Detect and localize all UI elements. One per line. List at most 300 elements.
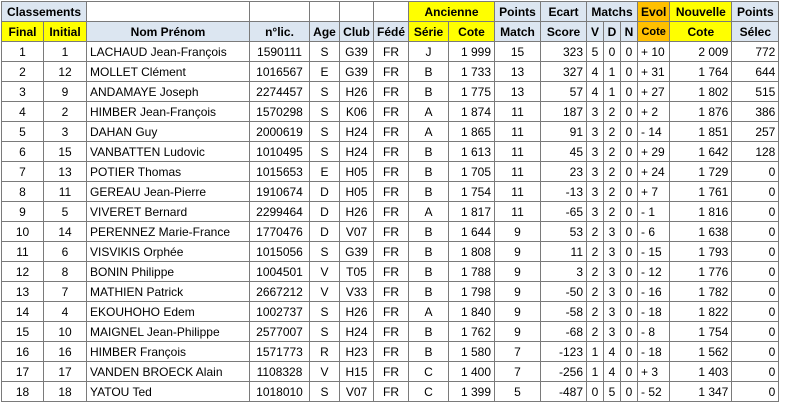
cell-serie: C [409,382,449,402]
cell-club: V07 [340,382,374,402]
cell-fede: FR [374,42,409,62]
cell-cote: 1 788 [449,262,495,282]
cell-evol: - 6 [638,222,670,242]
cell-fede: FR [374,362,409,382]
cell-selec: 257 [732,122,779,142]
cell-name: DAHAN Guy [87,122,250,142]
cell-final: 5 [2,122,44,142]
cell-n: 0 [621,162,638,182]
cell-fede: FR [374,382,409,402]
cell-name: VISVIKIS Orphée [87,242,250,262]
cell-evol: - 14 [638,122,670,142]
cell-club: H26 [340,202,374,222]
cell-name: HIMBER Jean-François [87,102,250,122]
cell-d: 2 [604,102,621,122]
header-cote: Cote [449,22,495,42]
cell-v: 2 [587,242,604,262]
cell-lic: 2274457 [250,82,310,102]
cell-new-cote: 1 793 [670,242,732,262]
cell-evol: - 8 [638,322,670,342]
cell-new-cote: 1 816 [670,202,732,222]
cell-d: 5 [604,382,621,402]
cell-evol: + 3 [638,362,670,382]
header-blank-2 [250,2,310,22]
table-row [2,42,779,62]
cell-evol: - 16 [638,282,670,302]
table-row [2,142,779,162]
cell-serie: B [409,62,449,82]
cell-fede: FR [374,202,409,222]
cell-n: 0 [621,282,638,302]
cell-points: 11 [495,142,541,162]
cell-points: 9 [495,322,541,342]
cell-cote: 1 865 [449,122,495,142]
cell-cote: 1 613 [449,142,495,162]
cell-cote: 1 399 [449,382,495,402]
cell-d: 4 [604,362,621,382]
cell-ecart: 323 [541,42,587,62]
cell-lic: 1015653 [250,162,310,182]
table-row [2,302,779,322]
cell-cote: 1 644 [449,222,495,242]
cell-points: 13 [495,82,541,102]
table-row [2,362,779,382]
cell-ecart: 45 [541,142,587,162]
cell-new-cote: 1 642 [670,142,732,162]
cell-final: 15 [2,322,44,342]
cell-v: 2 [587,262,604,282]
cell-n: 0 [621,122,638,142]
cell-points: 11 [495,162,541,182]
cell-final: 17 [2,362,44,382]
cell-ecart: -123 [541,342,587,362]
cell-v: 2 [587,322,604,342]
cell-d: 2 [604,122,621,142]
cell-name: ANDAMAYE Joseph [87,82,250,102]
cell-lic: 1590111 [250,42,310,62]
cell-v: 3 [587,182,604,202]
cell-ecart: 57 [541,82,587,102]
cell-lic: 1004501 [250,262,310,282]
cell-final: 11 [2,242,44,262]
cell-age: S [310,102,340,122]
cell-fede: FR [374,302,409,322]
table-row [2,282,779,302]
cell-ecart: -68 [541,322,587,342]
header-selec: Sélec [732,22,779,42]
header-n: N [621,22,638,42]
cell-new-cote: 1 802 [670,82,732,102]
cell-selec: 515 [732,82,779,102]
cell-fede: FR [374,102,409,122]
cell-selec: 0 [732,382,779,402]
cell-initial: 11 [44,182,87,202]
cell-final: 16 [2,342,44,362]
cell-cote: 1 400 [449,362,495,382]
cell-n: 0 [621,302,638,322]
cell-ecart: 53 [541,222,587,242]
cell-d: 2 [604,202,621,222]
cell-cote: 1 754 [449,182,495,202]
cell-selec: 386 [732,102,779,122]
cell-age: R [310,342,340,362]
header-blank-4 [340,2,374,22]
cell-fede: FR [374,182,409,202]
cell-club: G39 [340,42,374,62]
cell-club: H26 [340,302,374,322]
cell-evol: - 18 [638,302,670,322]
cell-club: H24 [340,322,374,342]
cell-fede: FR [374,62,409,82]
table-row [2,62,779,82]
cell-n: 0 [621,342,638,362]
cell-ecart: 23 [541,162,587,182]
header-nom-prenom: Nom Prénom [87,22,250,42]
cell-serie: B [409,242,449,262]
cell-new-cote: 1 754 [670,322,732,342]
cell-initial: 17 [44,362,87,382]
header-ecart: Ecart [541,2,587,22]
cell-points: 9 [495,282,541,302]
cell-cote: 1 874 [449,102,495,122]
cell-club: G39 [340,62,374,82]
cell-d: 3 [604,222,621,242]
cell-club: H05 [340,162,374,182]
cell-age: D [310,222,340,242]
cell-points: 11 [495,102,541,122]
header-age: Age [310,22,340,42]
cell-age: S [310,42,340,62]
cell-selec: 0 [732,242,779,262]
cell-club: G39 [340,242,374,262]
cell-v: 0 [587,382,604,402]
cell-serie: B [409,262,449,282]
cell-ecart: -13 [541,182,587,202]
cell-initial: 2 [44,102,87,122]
header-evol-cote: Cote [638,22,670,42]
table-row [2,182,779,202]
cell-d: 3 [604,282,621,302]
table-row [2,162,779,182]
cell-d: 0 [604,42,621,62]
cell-serie: B [409,162,449,182]
cell-ecart: 187 [541,102,587,122]
cell-ecart: -256 [541,362,587,382]
table-row [2,122,779,142]
cell-ecart: 3 [541,262,587,282]
cell-initial: 5 [44,202,87,222]
cell-new-cote: 1 782 [670,282,732,302]
cell-final: 14 [2,302,44,322]
cell-n: 0 [621,102,638,122]
header-final: Final [2,22,44,42]
cell-new-cote: 1 876 [670,102,732,122]
cell-serie: A [409,202,449,222]
cell-fede: FR [374,282,409,302]
cell-d: 2 [604,182,621,202]
cell-name: YATOU Ted [87,382,250,402]
cell-name: VIVERET Bernard [87,202,250,222]
cell-fede: FR [374,162,409,182]
header-fede: Fédé [374,22,409,42]
cell-lic: 1002737 [250,302,310,322]
cell-name: EKOUHOHO Edem [87,302,250,322]
header-v: V [587,22,604,42]
cell-fede: FR [374,82,409,102]
cell-v: 2 [587,282,604,302]
cell-final: 18 [2,382,44,402]
cell-age: V [310,262,340,282]
cell-final: 3 [2,82,44,102]
cell-final: 2 [2,62,44,82]
header-blank-1 [87,2,250,22]
cell-serie: B [409,142,449,162]
cell-fede: FR [374,222,409,242]
header-classements: Classements [2,2,87,22]
cell-age: V [310,282,340,302]
cell-name: PERENNEZ Marie-France [87,222,250,242]
cell-serie: J [409,42,449,62]
cell-v: 2 [587,302,604,322]
cell-points: 7 [495,342,541,362]
cell-final: 13 [2,282,44,302]
cell-club: T05 [340,262,374,282]
cell-initial: 18 [44,382,87,402]
cell-final: 9 [2,202,44,222]
cell-fede: FR [374,342,409,362]
cell-final: 7 [2,162,44,182]
header-points-selec: Points [732,2,779,22]
cell-v: 1 [587,342,604,362]
cell-d: 2 [604,162,621,182]
cell-points: 5 [495,382,541,402]
header-row-2 [2,22,779,42]
cell-v: 3 [587,162,604,182]
cell-ecart: -487 [541,382,587,402]
cell-evol: - 18 [638,342,670,362]
cell-evol: + 31 [638,62,670,82]
cell-n: 0 [621,82,638,102]
header-initial: Initial [44,22,87,42]
cell-club: H24 [340,142,374,162]
cell-selec: 772 [732,42,779,62]
cell-n: 0 [621,382,638,402]
cell-name: MATHIEN Patrick [87,282,250,302]
table-row [2,342,779,362]
cell-evol: - 1 [638,202,670,222]
cell-new-cote: 1 403 [670,362,732,382]
cell-age: V [310,362,340,382]
cell-club: H24 [340,122,374,142]
cell-n: 0 [621,142,638,162]
cell-lic: 2299464 [250,202,310,222]
cell-final: 10 [2,222,44,242]
cell-cote: 1 775 [449,82,495,102]
cell-selec: 0 [732,362,779,382]
results-table [1,1,779,402]
cell-initial: 13 [44,162,87,182]
cell-initial: 15 [44,142,87,162]
cell-name: GEREAU Jean-Pierre [87,182,250,202]
cell-initial: 16 [44,342,87,362]
cell-points: 9 [495,242,541,262]
cell-lic: 1770476 [250,222,310,242]
header-nouvelle-cote: Cote [670,22,732,42]
cell-ecart: 91 [541,122,587,142]
cell-name: VANDEN BROECK Alain [87,362,250,382]
cell-initial: 4 [44,302,87,322]
cell-points: 9 [495,262,541,282]
cell-initial: 9 [44,82,87,102]
cell-d: 3 [604,302,621,322]
cell-evol: + 27 [638,82,670,102]
cell-fede: FR [374,322,409,342]
header-blank-5 [374,2,409,22]
header-points: Points [495,2,541,22]
cell-serie: B [409,222,449,242]
cell-evol: + 10 [638,42,670,62]
cell-selec: 0 [732,322,779,342]
cell-cote: 1 817 [449,202,495,222]
cell-evol: + 7 [638,182,670,202]
cell-v: 5 [587,42,604,62]
header-nouvelle: Nouvelle [670,2,732,22]
cell-serie: A [409,302,449,322]
cell-n: 0 [621,322,638,342]
cell-initial: 7 [44,282,87,302]
cell-initial: 1 [44,42,87,62]
cell-ecart: -58 [541,302,587,322]
cell-points: 9 [495,302,541,322]
cell-serie: A [409,102,449,122]
cell-final: 8 [2,182,44,202]
cell-cote: 1 705 [449,162,495,182]
cell-n: 0 [621,222,638,242]
cell-points: 11 [495,122,541,142]
cell-name: BONIN Philippe [87,262,250,282]
table-row [2,322,779,342]
cell-serie: B [409,342,449,362]
cell-lic: 2667212 [250,282,310,302]
cell-initial: 14 [44,222,87,242]
cell-club: V07 [340,222,374,242]
table-row [2,382,779,402]
cell-name: VANBATTEN Ludovic [87,142,250,162]
cell-points: 13 [495,62,541,82]
header-club: Club [340,22,374,42]
cell-initial: 10 [44,322,87,342]
cell-age: S [310,82,340,102]
cell-new-cote: 1 764 [670,62,732,82]
cell-points: 11 [495,202,541,222]
cell-d: 4 [604,342,621,362]
cell-new-cote: 1 347 [670,382,732,402]
cell-lic: 2000619 [250,122,310,142]
cell-d: 1 [604,82,621,102]
cell-lic: 1010495 [250,142,310,162]
cell-age: S [310,122,340,142]
cell-final: 6 [2,142,44,162]
cell-n: 0 [621,362,638,382]
cell-serie: C [409,362,449,382]
cell-age: S [310,302,340,322]
cell-lic: 2577007 [250,322,310,342]
cell-new-cote: 1 761 [670,182,732,202]
cell-n: 0 [621,242,638,262]
cell-cote: 1 999 [449,42,495,62]
cell-evol: - 12 [638,262,670,282]
cell-v: 4 [587,62,604,82]
header-matchs: Matchs [587,2,638,22]
cell-initial: 3 [44,122,87,142]
cell-d: 3 [604,322,621,342]
cell-final: 12 [2,262,44,282]
cell-lic: 1570298 [250,102,310,122]
cell-final: 1 [2,42,44,62]
cell-ecart: -50 [541,282,587,302]
cell-points: 15 [495,42,541,62]
cell-cote: 1 580 [449,342,495,362]
cell-v: 3 [587,142,604,162]
cell-cote: 1 762 [449,322,495,342]
cell-club: H05 [340,182,374,202]
cell-selec: 128 [732,142,779,162]
cell-serie: B [409,82,449,102]
cell-initial: 12 [44,62,87,82]
table-row [2,102,779,122]
cell-initial: 6 [44,242,87,262]
cell-points: 11 [495,182,541,202]
results-table-container [1,1,779,402]
header-score: Score [541,22,587,42]
cell-final: 4 [2,102,44,122]
cell-evol: + 29 [638,142,670,162]
cell-age: E [310,162,340,182]
cell-name: LACHAUD Jean-François [87,42,250,62]
cell-new-cote: 1 822 [670,302,732,322]
cell-n: 0 [621,202,638,222]
cell-evol: - 52 [638,382,670,402]
cell-serie: B [409,282,449,302]
cell-fede: FR [374,242,409,262]
cell-d: 1 [604,62,621,82]
table-row [2,262,779,282]
cell-cote: 1 808 [449,242,495,262]
header-match: Match [495,22,541,42]
cell-ecart: 327 [541,62,587,82]
header-serie: Série [409,22,449,42]
cell-age: S [310,142,340,162]
cell-fede: FR [374,262,409,282]
cell-name: POTIER Thomas [87,162,250,182]
cell-selec: 0 [732,262,779,282]
cell-selec: 0 [732,342,779,362]
cell-v: 3 [587,102,604,122]
cell-v: 3 [587,122,604,142]
cell-new-cote: 1 638 [670,222,732,242]
cell-selec: 0 [732,282,779,302]
header-nlic: n°lic. [250,22,310,42]
cell-age: D [310,182,340,202]
table-header [2,2,779,42]
cell-serie: B [409,322,449,342]
cell-club: H23 [340,342,374,362]
cell-age: S [310,382,340,402]
table-row [2,202,779,222]
cell-selec: 0 [732,182,779,202]
cell-fede: FR [374,122,409,142]
cell-age: D [310,202,340,222]
